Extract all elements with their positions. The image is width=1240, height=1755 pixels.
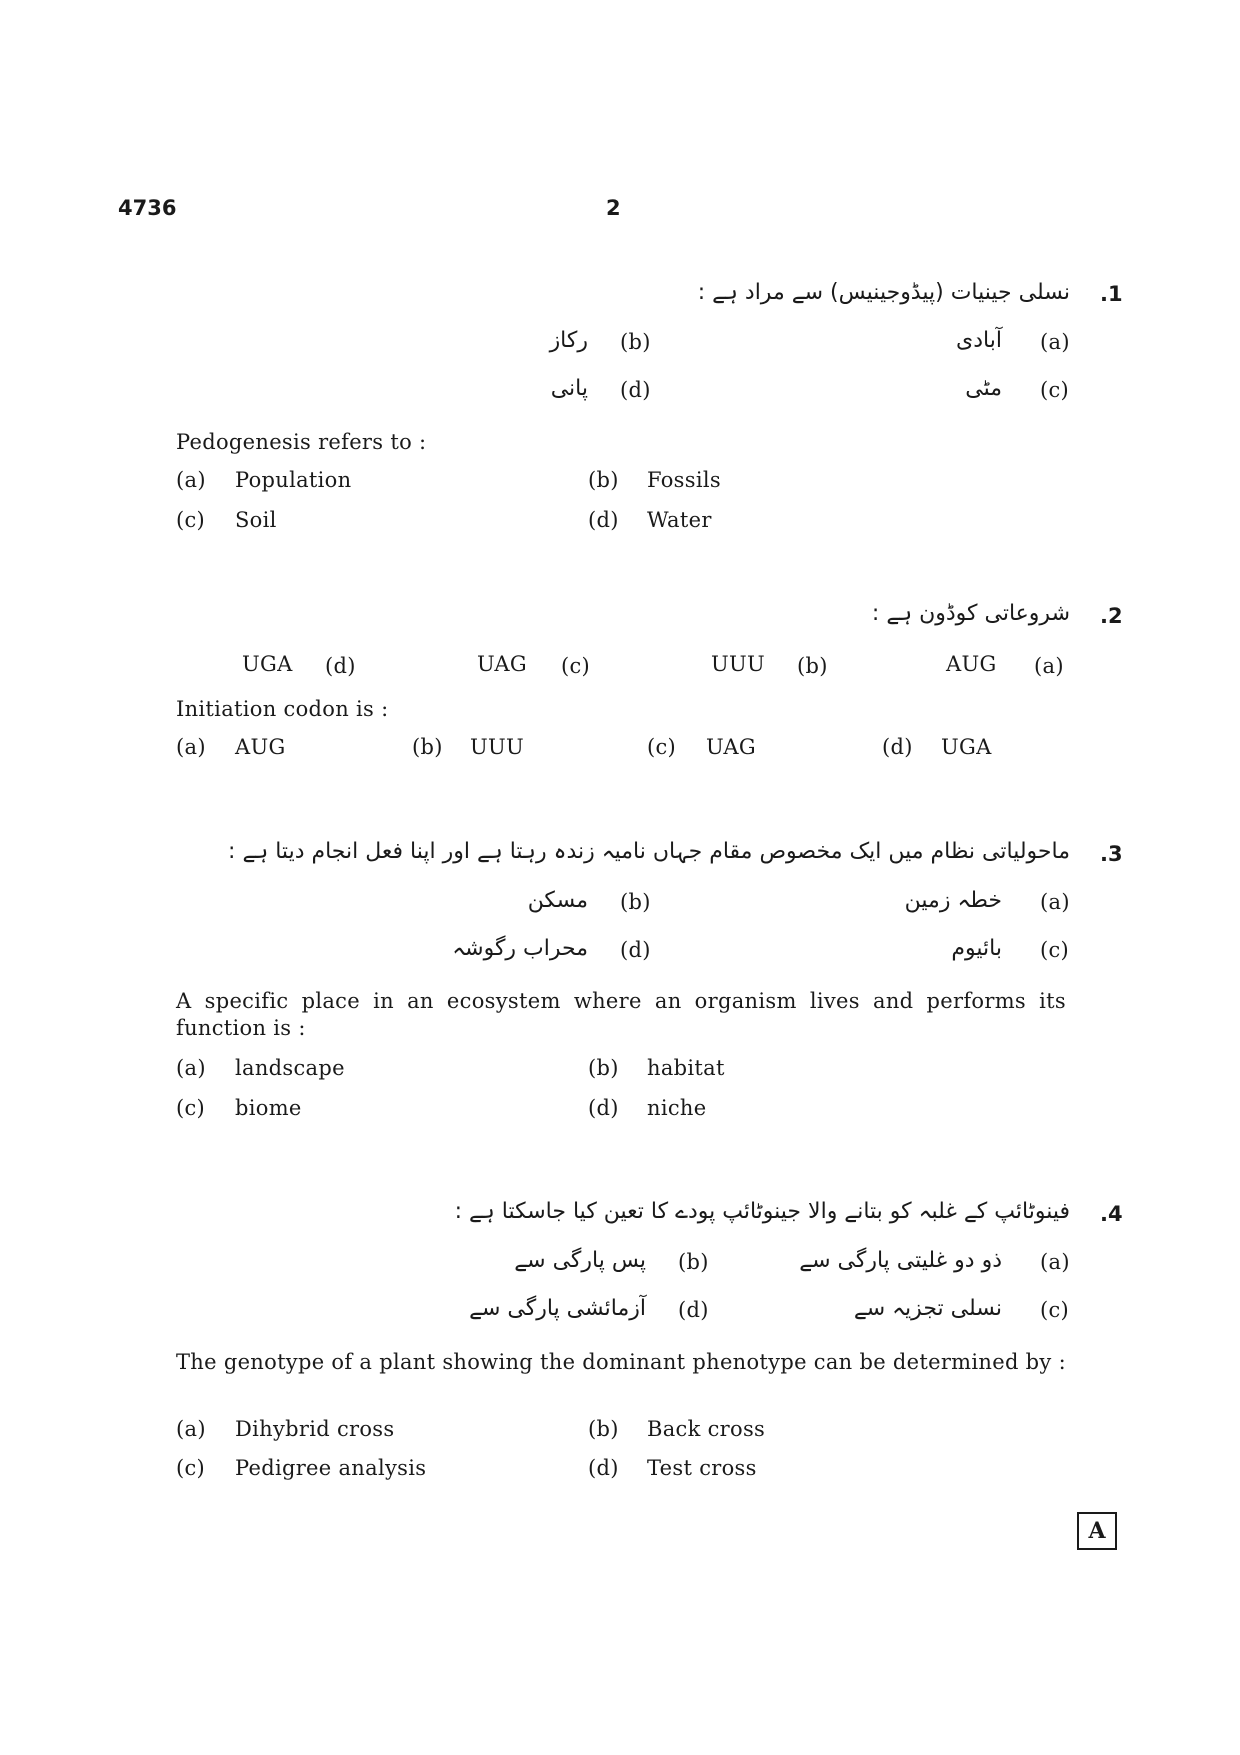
version-box: A [1077,1512,1117,1550]
english-option-label: (a) [176,735,206,759]
urdu-option-text: مسکن [527,888,588,913]
english-option-label: (c) [176,1096,206,1120]
urdu-option-label: (d) [678,1298,709,1322]
urdu-option-text: آبادی [956,328,1002,353]
english-option-text: Dihybrid cross [235,1417,395,1441]
urdu-option-text: AUG [946,652,997,676]
urdu-option-label: (a) [1040,330,1070,354]
urdu-option-label: (b) [620,330,651,354]
paper-code: 4736 [118,196,177,220]
urdu-option-text: ذو دو غلیتی پارگی سے [799,1248,1002,1273]
urdu-option-text: بائیوم [951,936,1002,961]
english-option-text: biome [235,1096,302,1120]
urdu-option-text: محراب رگوشہ [452,936,588,961]
page-number: 2 [606,196,621,220]
urdu-option-text: مٹی [965,376,1002,401]
urdu-option-text: UAG [477,652,527,676]
english-option-label: (c) [176,508,206,532]
urdu-option-label: (c) [1040,1298,1070,1322]
question-number: .3 [1100,842,1123,866]
urdu-option-text: خطہ زمین [904,888,1002,913]
english-option-text: habitat [647,1056,725,1080]
english-option-text: UAG [706,735,756,759]
urdu-option-text: آزمائشی پارگی سے [469,1296,646,1321]
urdu-option-text: UUU [711,652,765,676]
urdu-option-text: نسلی تجزیہ سے [853,1296,1002,1321]
english-option-text: UGA [941,735,992,759]
english-option-text: Water [647,508,712,532]
english-option-label: (a) [176,468,206,492]
urdu-option-label: (b) [678,1250,709,1274]
english-option-label: (c) [647,735,677,759]
english-option-text: landscape [235,1056,345,1080]
english-option-label: (d) [588,1456,619,1480]
urdu-option-label: (a) [1040,890,1070,914]
english-option-label: (c) [176,1456,206,1480]
english-option-label: (a) [176,1056,206,1080]
question-number: .2 [1100,604,1123,628]
english-option-text: Pedigree analysis [235,1456,427,1480]
urdu-stem: نسلی جینیات (پیڈوجینیس) سے مراد ہے : [697,280,1070,305]
english-option-label: (b) [588,468,619,492]
english-option-text: UUU [470,735,524,759]
urdu-option-label: (d) [325,654,356,678]
english-option-label: (b) [588,1056,619,1080]
urdu-option-label: (d) [620,938,651,962]
english-option-text: Fossils [647,468,721,492]
english-option-label: (a) [176,1417,206,1441]
english-stem: A specific place in an ecosystem where an organism lives and performs its function is : [176,989,1066,1040]
urdu-option-label: (c) [1040,378,1070,402]
urdu-option-text: پس پارگی سے [514,1248,646,1273]
english-option-label: (b) [588,1417,619,1441]
english-option-text: Back cross [647,1417,766,1441]
urdu-option-text: رکاز [549,328,588,353]
urdu-stem: فینوٹائپ کے غلبہ کو بتانے والا جینوٹائپ پودے کا تعین کیا جاسکتا ہے : [454,1199,1070,1224]
urdu-option-text: UGA [242,652,293,676]
question-number: .4 [1100,1202,1123,1226]
english-option-label: (b) [412,735,443,759]
urdu-option-label: (b) [797,654,828,678]
urdu-option-label: (c) [1040,938,1070,962]
urdu-option-label: (a) [1040,1250,1070,1274]
urdu-option-label: (c) [561,654,591,678]
english-option-label: (d) [882,735,913,759]
urdu-option-text: پانی [550,376,588,401]
english-stem: The genotype of a plant showing the dominant phenotype can be determined by : [176,1350,1066,1374]
english-stem: Initiation codon is : [176,697,389,721]
urdu-option-label: (a) [1034,654,1064,678]
english-stem: Pedogenesis refers to : [176,430,427,454]
english-option-label: (d) [588,508,619,532]
english-option-label: (d) [588,1096,619,1120]
question-number: .1 [1100,282,1123,306]
english-option-text: AUG [235,735,286,759]
english-option-text: Soil [235,508,277,532]
urdu-option-label: (b) [620,890,651,914]
urdu-stem: ماحولیاتی نظام میں ایک مخصوص مقام جہاں نامیہ زندہ رہتا ہے اور اپنا فعل انجام دیتا ہے : [228,839,1070,864]
urdu-stem: شروعاتی کوڈون ہے : [871,601,1070,626]
urdu-option-label: (d) [620,378,651,402]
english-option-text: Population [235,468,352,492]
english-option-text: Test cross [647,1456,757,1480]
english-option-text: niche [647,1096,707,1120]
